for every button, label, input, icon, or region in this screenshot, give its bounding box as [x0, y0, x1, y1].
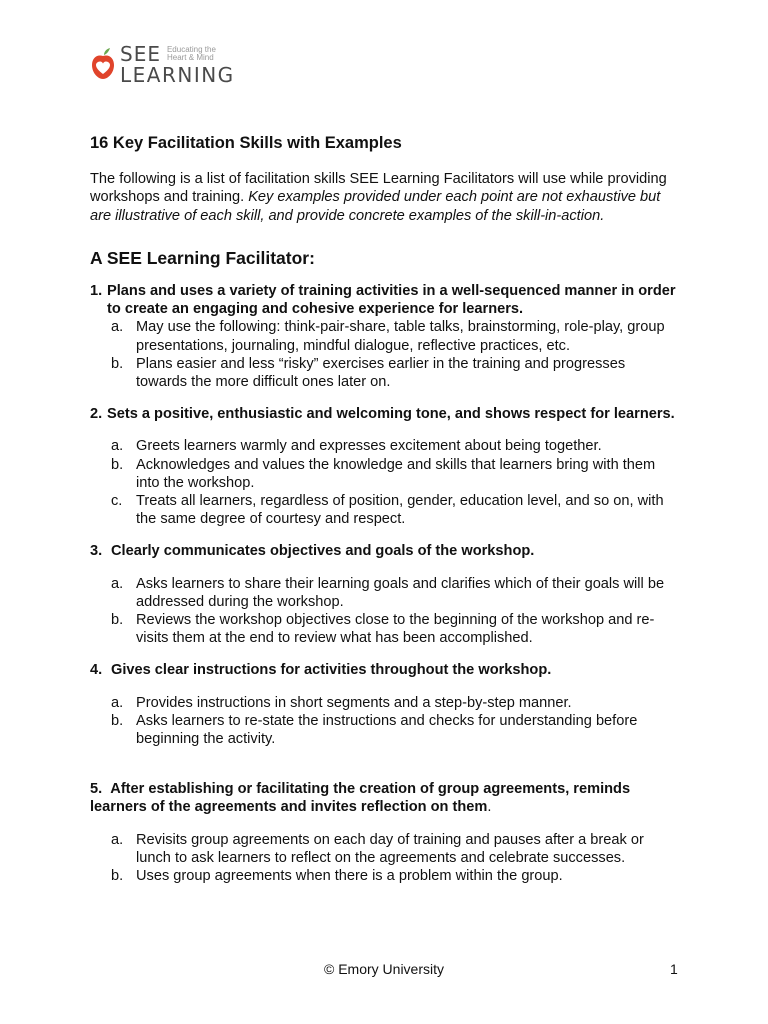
example-item: b. Plans easier and less “risky” exercises earlier in the training and progresses towards the more difficult ones later on. — [111, 355, 626, 391]
section-heading: A SEE Learning Facilitator: — [90, 247, 315, 268]
logo-learning-text: LEARNING — [120, 62, 235, 87]
skill-item-3 — [90, 542, 680, 647]
example-item: b. Acknowledges and values the knowledge and skills that learners bring with them into the workshop. — [111, 456, 656, 491]
logo-see-text: SEE — [120, 41, 161, 66]
see-learning-logo — [90, 41, 235, 87]
document-title: 16 Key Facilitation Skills with Examples — [90, 134, 402, 152]
example-item: a. May use the following: think-pair-share, table talks, brainstorming, role-play, group presentations, journaling, mindful dialogue, reflective practices, etc. — [111, 319, 665, 354]
skill-item-5 — [90, 780, 680, 885]
skill-heading: 5. After establishing or facilitating the creation of group agreements, reminds learners of the agreements and invites reflection on them. — [90, 781, 631, 816]
intro-paragraph: The following is a list of facilitation skills SEE Learning Facilitators will use while providing workshops and training. Key examples provided under each point are not exhaustive but are illustrative of each skill, and provide concrete examples of the skill-in-action. — [90, 171, 667, 224]
footer-copyright: © Emory University — [324, 961, 444, 977]
example-item: a. Revisits group agreements on each day of training and pauses after a break or lunch to ask learners to reflect on the agreements and celebrate successes. — [111, 831, 644, 866]
page-number: 1 — [670, 961, 678, 977]
example-item: a. Greets learners warmly and expresses excitement about being together. — [111, 438, 602, 455]
skill-heading: 2. Sets a positive, enthusiastic and welcoming tone, and shows respect for learners. — [90, 406, 675, 423]
skill-item-4 — [90, 661, 680, 748]
skill-heading: 3. Clearly communicates objectives and goals of the workshop. — [90, 543, 535, 560]
example-item: b. Reviews the workshop objectives close to the beginning of the workshop and re-visits them at the end to review what has been accomplished. — [111, 612, 655, 647]
example-item: a. Asks learners to share their learning goals and clarifies which of their goals will be addressed during the workshop. — [111, 575, 665, 610]
example-item: a. Provides instructions in short segments and a step-by-step manner. — [111, 694, 572, 711]
document-body — [90, 134, 680, 899]
logo-tagline: Educating the Heart & Mind — [166, 44, 216, 62]
apple-heart-icon — [90, 46, 116, 82]
example-item: c. Treats all learners, regardless of position, gender, education level, and so on, with the same degree of courtesy and respect. — [111, 493, 664, 528]
skill-heading: 4. Gives clear instructions for activities throughout the workshop. — [90, 662, 552, 679]
example-item: b. Uses group agreements when there is a problem within the group. — [111, 868, 563, 885]
example-item: b. Asks learners to re-state the instructions and checks for understanding before beginning the activity. — [111, 712, 638, 748]
skill-item-2 — [90, 405, 680, 528]
skill-item-1 — [90, 282, 680, 391]
skill-heading: 1. Plans and uses a variety of training activities in a well-sequenced manner in order to create an engaging and cohesive experience for learners. — [90, 283, 676, 318]
